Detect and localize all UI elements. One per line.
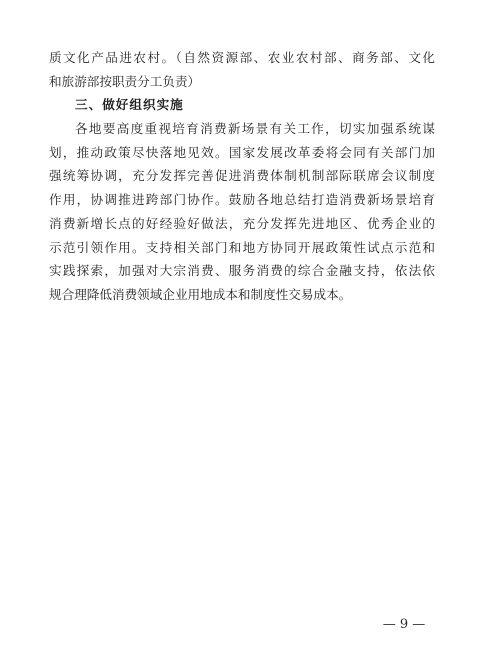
paragraph-line: 实践探索，加强对大宗消费、服务消费的综合金融支持，依法依 (49, 263, 435, 279)
paragraph-line: 消费新增长点的好经验好做法，充分发挥先进地区、优秀企业的 (49, 215, 435, 231)
paragraph-line: 和旅游部按职责分工负责） (49, 73, 201, 89)
paragraph-line: 划，推动政策尽快落地见效。国家发展改革委将会同有关部门加 (49, 144, 435, 160)
section-heading: 三、做好组织实施 (75, 97, 184, 113)
paragraph-line: 示范引领作用。支持相关部门和地方协同开展政策性试点示范和 (49, 239, 435, 255)
page-number: — 9 — (382, 617, 426, 632)
paragraph-line: 质文化产品进农村。（自然资源部、农业农村部、商务部、文化 (49, 50, 435, 65)
body-text (49, 46, 435, 307)
paragraph-line: 规合理降低消费领域企业用地成本和制度性交易成本。 (49, 286, 352, 302)
paragraph-line: 强统筹协调，充分发挥完善促进消费体制机制部际联席会议制度 (49, 168, 435, 184)
paragraph-line: 作用，协调推进跨部门协作。鼓励各地总结打造消费新场景培育 (49, 192, 435, 208)
paragraph-line: 各地要高度重视培育消费新场景有关工作，切实加强系统谋 (75, 121, 435, 137)
